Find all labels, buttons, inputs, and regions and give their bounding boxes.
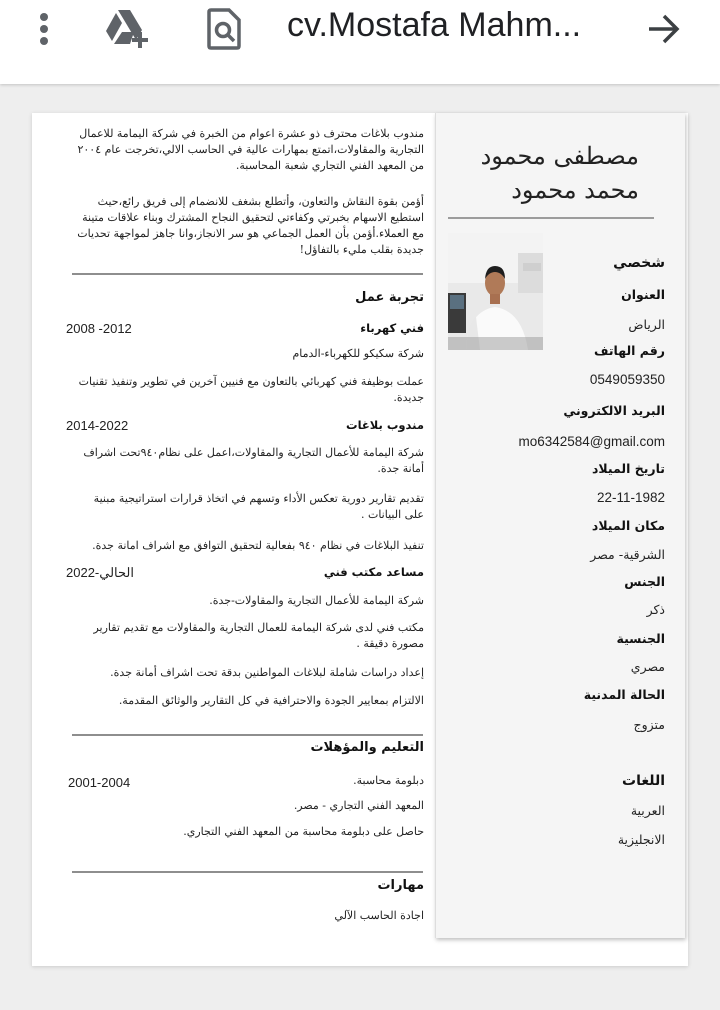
divider	[72, 871, 423, 873]
birthplace-value: الشرقية- مصر	[590, 547, 665, 562]
nationality-value: مصري	[630, 659, 665, 674]
summary-paragraph: أؤمن بقوة النقاش والتعاون، وأتطلع بشغف للانضمام إلى فريق رائع،حيث استطيع الاسهام بخبرتي وكفاءتي لتحقيق النجاح المشترك وبناء علاقات متينة مع العملاء.أؤمن بأن العمل الجماعي هو سر الانجاز،وانا جاهز لمواجهة تحديات جديدة بقلب مليء بالتفاؤل!	[77, 195, 424, 256]
experience-heading: تجربة عمل	[355, 290, 424, 305]
phone-label: رقم الهاتف	[593, 343, 665, 358]
email-value: mo6342584@gmail.com	[518, 434, 665, 449]
job-detail: شركة اليمامة للأعمال التجارية والمقاولات-جدة.	[209, 594, 424, 607]
personal-info-column	[435, 113, 685, 938]
divider	[72, 734, 423, 736]
gender-value: ذكر	[646, 602, 665, 617]
job-detail: إعداد دراسات شاملة لبلاغات المواطنين بدقة تحت اشراف أمانة جدة.	[110, 666, 424, 679]
birthdate-value: 22-11-1982	[596, 490, 665, 505]
summary-paragraph: مندوب بلاغات محترف ذو عشرة اعوام من الخبرة في شركة اليمامة للاعمال التجارية والمقاولات،اتمتع بمهارات عالية في الحاسب الالي،تخرجت عام ٢٠٠٤ من المعهد الفني التجاري شعبة المحاسبة.	[77, 127, 424, 172]
job-detail: مكتب فني لدى شركة اليمامة للعمال التجارية والمقاولات مع تقديم تقارير مصورة دقيقة .	[93, 621, 424, 650]
job-detail: تقديم تقارير دورية تعكس الأداء وتسهم في اتخاذ قرارات استراتيجية مبنية على البيانات .	[93, 492, 424, 521]
job-detail: شركة اليمامة للأعمال التجارية والمقاولات،اعمل على نظام٩٤٠تحت اشراف أمانة جدة.	[83, 446, 424, 475]
drive-add-icon	[104, 8, 152, 50]
divider	[72, 273, 423, 275]
job-dates: 2008 -2012	[66, 321, 132, 336]
profile-photo	[448, 233, 543, 350]
more-options-button[interactable]	[26, 0, 62, 58]
job-detail: تنفيذ البلاغات في نظام ٩٤٠ بفعالية لتحقيق التوافق مع اشراف امانة جدة.	[92, 539, 424, 552]
email-label: البريد الالكتروني	[563, 403, 665, 418]
job-detail: الالتزام بمعايير الجودة والاحترافية في كل التقارير والوثائق المقدمة.	[118, 694, 424, 707]
nationality-label: الجنسية	[616, 631, 665, 646]
arrow-forward-icon	[647, 13, 681, 45]
education-detail: حاصل على دبلومة محاسبة من المعهد الفني التجاري.	[183, 825, 424, 838]
job-detail: شركة سكيكو للكهرباء-الدمام	[292, 347, 424, 360]
job-title: مندوب بلاغات	[346, 418, 424, 432]
find-in-page-button[interactable]	[200, 0, 248, 58]
address-label: العنوان	[621, 287, 665, 302]
divider	[448, 217, 654, 219]
marital-status-label: الحالة المدنية	[583, 687, 665, 702]
language-item: الانجليزية	[617, 832, 665, 847]
job-title: فني كهرباء	[360, 321, 424, 335]
language-item: العربية	[630, 803, 665, 818]
languages-heading: اللغات	[622, 773, 665, 789]
job-dates: 2014-2022	[66, 418, 129, 433]
section-personal-heading: شخصي	[613, 255, 665, 271]
education-dates: 2001-2004	[68, 775, 131, 790]
document-page[interactable]	[32, 113, 688, 966]
education-institute: المعهد الفني التجاري - مصر.	[293, 799, 424, 812]
document-title: cv.Mostafa Mahm...	[287, 6, 582, 44]
full-name: مصطفى محمود محمد محمود	[480, 142, 639, 204]
skill-item: اجادة الحاسب الآلي	[334, 909, 424, 922]
more-vert-icon	[38, 11, 50, 47]
app-bar	[0, 0, 720, 84]
birthdate-label: تاريخ الميلاد	[591, 461, 665, 476]
open-document-button[interactable]	[640, 0, 688, 58]
address-value: الرياض	[628, 317, 665, 332]
job-dates: 2022-الحالي	[66, 565, 134, 580]
education-degree: دبلومة محاسبة.	[353, 774, 424, 787]
phone-value: 0549059350	[589, 372, 665, 387]
gender-label: الجنس	[624, 574, 665, 589]
job-detail: عملت بوظيفة فني كهربائي بالتعاون مع فنيين آخرين في تطوير وتنفيذ تقنيات جديدة.	[78, 375, 424, 404]
birthplace-label: مكان الميلاد	[591, 518, 665, 533]
marital-status-value: متزوج	[633, 717, 665, 732]
job-title: مساعد مكتب فني	[323, 565, 424, 579]
add-to-drive-button[interactable]	[100, 0, 156, 58]
education-heading: التعليم والمؤهلات	[310, 740, 424, 755]
skills-heading: مهارات	[377, 878, 424, 893]
find-in-page-icon	[207, 8, 241, 50]
